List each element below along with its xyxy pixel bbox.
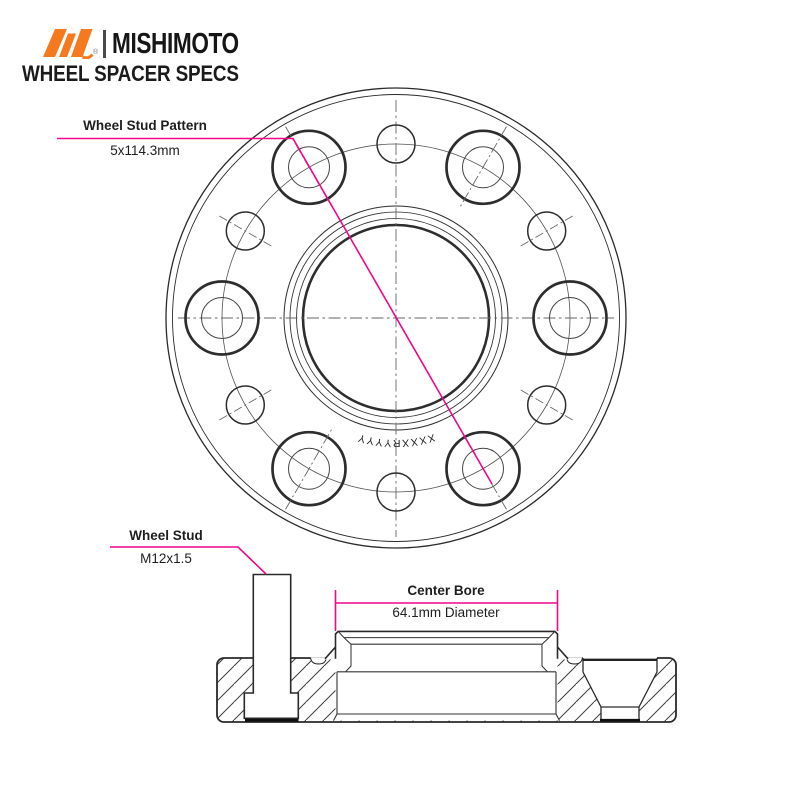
center-bore-cutout	[334, 657, 560, 721]
center-bore-value: 64.1mm Diameter	[392, 605, 500, 620]
leader-wheel-stud-pattern	[57, 139, 492, 485]
wheel-stud-label: Wheel Stud	[129, 528, 203, 543]
wheel-stud-value: M12x1.5	[140, 551, 192, 566]
registered-trademark: ®	[93, 49, 99, 56]
wheel-stud-pattern-value: 5x114.3mm	[110, 143, 180, 158]
page-title: WHEEL SPACER SPECS	[22, 61, 239, 86]
wheel-stud-pattern-label: Wheel Stud Pattern	[83, 118, 207, 133]
center-bore-label: Center Bore	[407, 583, 485, 598]
part-marking-text: XXXXRYYYY	[355, 431, 437, 449]
wheel-stud-section	[244, 575, 298, 721]
brand-name: MISHIMOTO	[112, 28, 239, 60]
